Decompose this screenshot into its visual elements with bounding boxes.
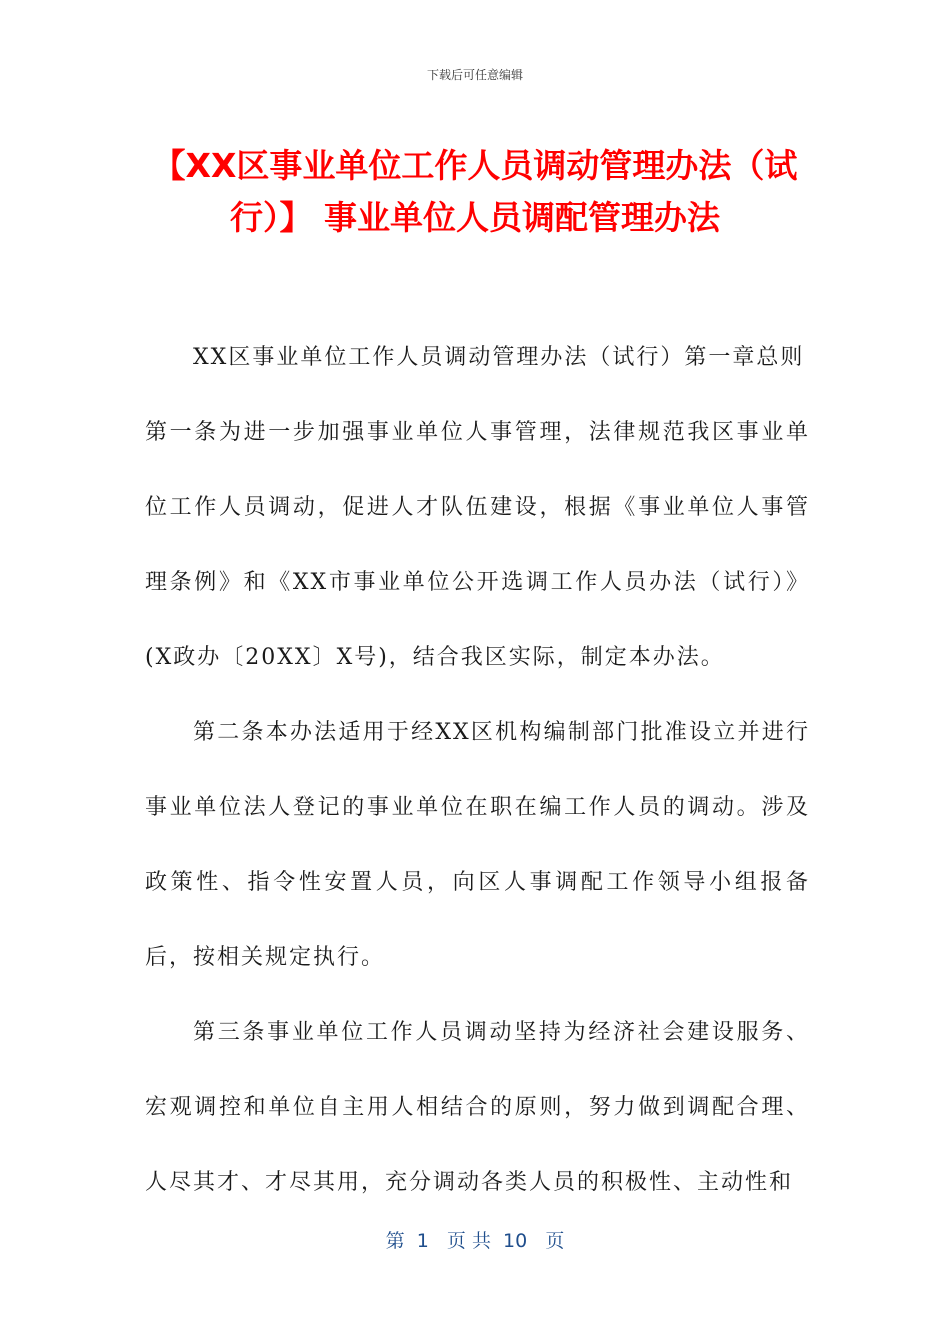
page-footer: 第 1 页 共 10 页 <box>385 1230 565 1252</box>
document-title: 【XX区事业单位工作人员调动管理办法（试行）】 事业单位人员调配管理办法 <box>152 146 798 237</box>
document-body <box>145 320 810 1220</box>
paragraph-article-2: 第二条本办法适用于经XX区机构编制部门批准设立并进行事业单位法人登记的事业单位在职在编工作人员的调动。涉及政策性、指令性安置人员，向区人事调配工作领导小组报备后，按相关规定执行。 <box>145 720 810 970</box>
paragraph-chapter-heading: XX区事业单位工作人员调动管理办法（试行）第一章总则 <box>193 345 805 370</box>
header-note: 下载后可任意编辑 <box>426 68 523 82</box>
paragraph-article-3: 第三条事业单位工作人员调动坚持为经济社会建设服务、宏观调控和单位自主用人相结合的原则，努力做到调配合理、人尽其才、才尽其用，充分调动各类人员的积极性、主动性和 <box>145 1020 810 1195</box>
paragraph-article-1: 第一条为进一步加强事业单位人事管理，法律规范我区事业单位工作人员调动，促进人才队伍建设，根据《事业单位人事管理条例》和《XX市事业单位公开选调工作人员办法（试行）》(X政办〔20XX〕X号)，结合我区实际，制定本办法。 <box>145 420 810 670</box>
